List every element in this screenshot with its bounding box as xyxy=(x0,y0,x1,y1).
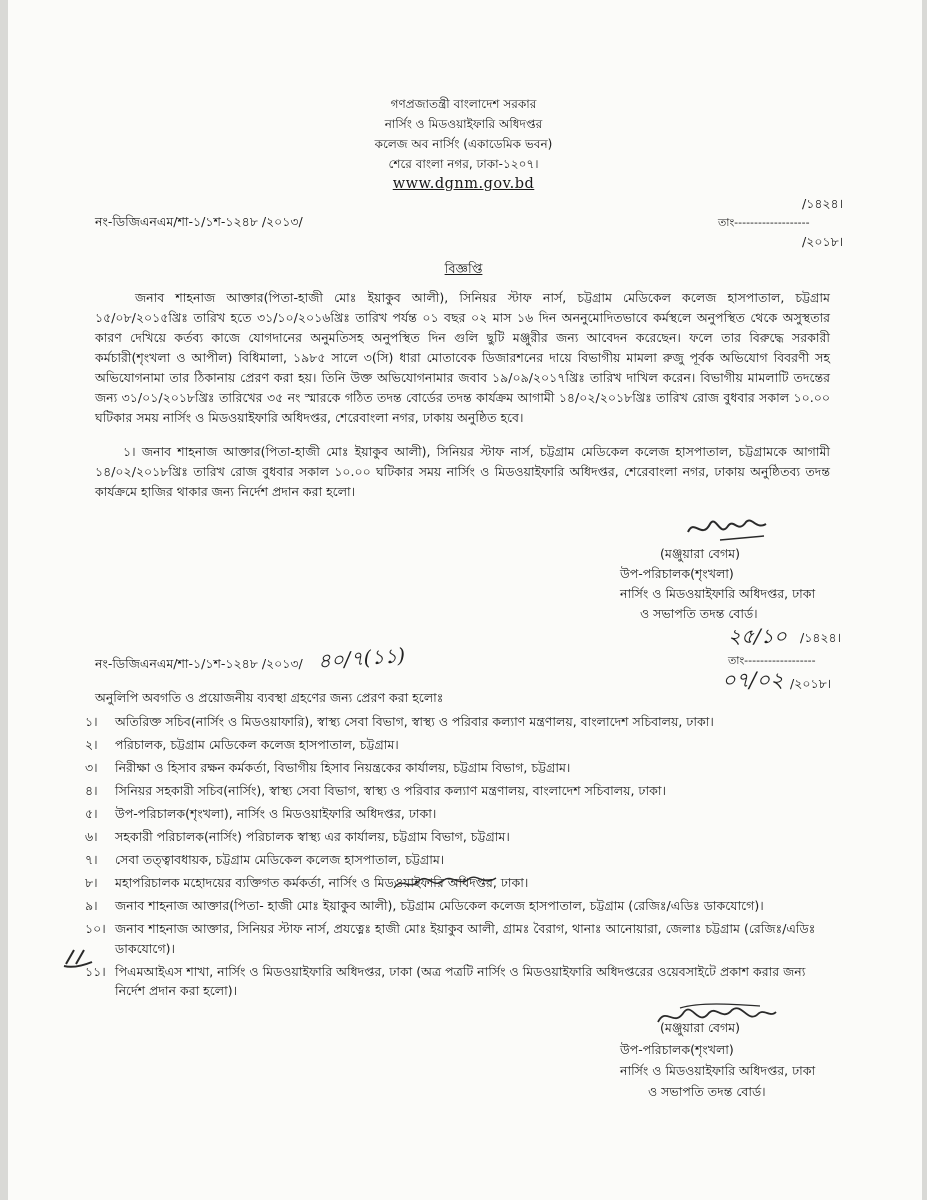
handwritten-date: ০৭/০২ xyxy=(722,668,784,692)
handwritten-number: ৪০/৭(১১) xyxy=(317,642,406,674)
recipient-number: ১০। xyxy=(85,921,106,936)
list-item xyxy=(85,781,835,801)
signatory-designation: উপ-পরিচালক(শৃংখলা) xyxy=(620,566,734,581)
recipient-number: ৮। xyxy=(85,875,98,890)
recipient-text: অতিরিক্ত সচিব(নার্সিং ও মিডওয়াফারি), স্বাস্থ্য সেবা বিভাগ, স্বাস্থ্য ও পরিবার কল্যাণ মন্ত্রণালয়, বাংলাদেশ সচিবালয়, ঢাকা। xyxy=(115,714,714,729)
recipient-text: মহাপরিচালক মহোদয়ের ব্যক্তিগত কর্মকর্তা, নার্সিং ও মিডওয়াইফারি অধিদপ্তর, ঢাকা। xyxy=(115,875,529,890)
recipient-number: ৭। xyxy=(85,852,98,867)
recipient-text: নিরীক্ষা ও হিসাব রক্ষন কর্মকর্তা, বিভাগীয় হিসাব নিয়ন্ত্রকের কার্যালয়, চট্টগ্রাম বিভাগ, চট্টগ্রাম। xyxy=(115,760,571,775)
signatory2-office: নার্সিং ও মিডওয়াইফারি অধিদপ্তর, ঢাকা xyxy=(620,1063,816,1078)
recipient-text: পিএমআইএস শাখা, নার্সিং ও মিডওয়াইফারি অধিদপ্তর, ঢাকা (অত্র পত্রটি নার্সিং ও মিডওয়াইফারি অধিদপ্তরের ওয়েবসাইটে প্রকাশ করার জন্য নির্দেশ প্রদান করা হলো)। xyxy=(115,963,806,998)
recipient-text: উপ-পরিচালক(শৃংখলা), নার্সিং ও মিডওয়াইফারি অধিদপ্তর, ঢাকা। xyxy=(115,806,437,821)
header-address: শেরে বাংলা নগর, ঢাকা-১২০৭। xyxy=(388,157,539,171)
header-directorate: নার্সিং ও মিডওয়াইফারি অধিদপ্তর xyxy=(384,117,543,131)
recipient-text: সেবা তত্ত্বাবধায়ক, চট্টগ্রাম মেডিকেল কলেজ হাসপাতাল, চট্টগ্রাম। xyxy=(115,852,445,867)
handwritten-mark-eleven xyxy=(60,944,96,970)
recipient-number: ৫। xyxy=(85,806,98,821)
recipient-number: ১। xyxy=(85,714,98,729)
recipient-text: সহকারী পরিচালক(নার্সিং) পরিচালক স্বাস্থ্য এর কার্যালয়, চট্টগ্রাম বিভাগ, চট্টগ্রাম। xyxy=(115,829,510,844)
signatory-role: ও সভাপতি তদন্ত বোর্ড। xyxy=(640,606,758,621)
recipient-number: ৬। xyxy=(85,829,98,844)
recipient-number: ৯। xyxy=(85,898,98,913)
signatory2-name: (মঞ্জুয়ারা বেগম) xyxy=(660,1020,740,1035)
memo-ref: নং-ডিজিএনএম/শা-১/১শ-১২৪৮ /২০১৩/ xyxy=(95,214,303,229)
signatory-name: (মঞ্জুয়ারা বেগম) xyxy=(660,546,740,561)
copy-bangla-year: /১৪২৪। xyxy=(800,630,842,645)
date-english-year: /২০১৮। xyxy=(802,234,844,249)
recipient-number: ৪। xyxy=(85,783,98,798)
copy-date-label: তাং------------------ xyxy=(728,654,816,667)
list-item xyxy=(85,804,835,824)
recipient-text: জনাব শাহনাজ আক্তার, সিনিয়র স্টাফ নার্স, প্রযত্নেঃ হাজী মোঃ ইয়াকুব আলী, গ্রামঃ বৈরাগ, থানাঃ আনোয়ারা, জেলাঃ চট্টগ্রাম (রেজিঃ/এডিঃ ডাকযোগে)। xyxy=(115,921,816,956)
list-item xyxy=(85,712,835,732)
body-paragraph: জনাব শাহনাজ আক্তার(পিতা-হাজী মোঃ ইয়াকুব আলী), সিনিয়র স্টাফ নার্স, চট্টগ্রাম মেডিকেল কলেজ হাসপাতাল, চট্টগ্রাম ১৫/০৮/২০১৫খ্রিঃ তারিখ হতে ৩১/১০/২০১৬খ্রিঃ তারিখ পর্যন্ত ০১ বছর ০২ মাস ১৬ দিন অননুমোদিতভাবে কর্মস্থলে অনুপস্থিত থেকে অসুস্থতার কারণ দেখিয়ে কর্তব্য কাজে যোগদানের অনুমতিসহ অনুপস্থিত দিন গুলি ছুটি মঞ্জুরীর জন্য আবেদন করেছেন। ফলে তার বিরুদ্ধে সরকারী কর্মচারী(শৃংখলা ও আপীল) বিধিমালা, ১৯৮৫ সালে ৩(সি) ধারা মোতাবেক ডিজারশনের দায়ে বিভাগীয় মামলা রুজু পূর্বক অভিযোগ বিবরণী সহ অভিযোগনামা তার ঠিকানায় প্রেরণ করা হয়। তিনি উক্ত অভিযোগনামার জবাব ১৯/০৯/২০১৭খ্রিঃ তারিখ দাখিল করেন। বিভাগীয় মামলাটি তদন্তের জন্য ৩১/০১/২০১৮খ্রিঃ তারিখের ৩৫ নং স্মারকে গঠিত তদন্ত বোর্ডের তদন্ত কার্যক্রম আগামী ১৪/০২/২০১৮খ্রিঃ তারিখ রোজ বুধবার সকাল ১০.০০ ঘটিকার সময় নার্সিং ও মিডওয়াইফারি অধিদপ্তর, শেরেবাংলা নগর, ঢাকায় অনুষ্ঠিত হবে। xyxy=(95,290,830,425)
list-item xyxy=(85,962,835,1001)
list-item xyxy=(85,919,835,958)
header-college: কলেজ অব নার্সিং (একাডেমিক ভবন) xyxy=(374,137,553,151)
signatory-office: নার্সিং ও মিডওয়াইফারি অধিদপ্তর, ঢাকা xyxy=(620,586,816,601)
recipient-number: ৩। xyxy=(85,760,98,775)
signatory2-designation: উপ-পরিচালক(শৃংখলা) xyxy=(620,1042,734,1057)
recipient-text: পরিচালক, চট্টগ্রাম মেডিকেল কলেজ হাসপাতাল, চট্টগ্রাম। xyxy=(115,737,399,752)
list-item xyxy=(85,896,835,916)
date-label: তাং------------------- xyxy=(718,216,810,229)
copy-intro: অনুলিপি অবগতি ও প্রয়োজনীয় ব্যবস্থা গ্রহণের জন্য প্রেরণ করা হলোঃ xyxy=(95,690,444,705)
signature-scribble-1 xyxy=(680,510,775,550)
handwritten-day: ২৫/১০ xyxy=(728,624,787,648)
header-govt: গণপ্রজাতন্ত্রী বাংলাদেশ সরকার xyxy=(390,97,537,111)
list-item xyxy=(85,827,835,847)
signatory2-role: ও সভাপতি তদন্ত বোর্ড। xyxy=(648,1084,766,1099)
recipient-list xyxy=(85,712,835,1004)
list-item xyxy=(85,758,835,778)
recipient-text: সিনিয়র সহকারী সচিব(নার্সিং), স্বাস্থ্য সেবা বিভাগ, স্বাস্থ্য ও পরিবার কল্যাণ মন্ত্রণালয়, বাংলাদেশ সচিবালয়, ঢাকা। xyxy=(115,783,666,798)
copy-english-year: /২০১৮। xyxy=(790,676,832,691)
notice-title: বিজ্ঞপ্তি xyxy=(444,262,483,277)
directive-paragraph: ১। জনাব শাহনাজ আক্তার(পিতা-হাজী মোঃ ইয়াকুব আলী), সিনিয়র স্টাফ নার্স, চট্টগ্রাম মেডিকেল কলেজ হাসপাতাল, চট্টগ্রামকে আগামী ১৪/০২/২০১৮খ্রিঃ তারিখ রোজ বুধবার সকাল ১০.০০ ঘটিকার সময় নার্সিং ও মিডওয়াইফারি অধিদপ্তর, শেরেবাংলা নগর, ঢাকায় অনুষ্ঠিতব্য তদন্ত কার্যক্রমে হাজির থাকার জন্য নির্দেশ প্রদান করা হলো। xyxy=(95,444,830,499)
list-item xyxy=(85,850,835,870)
handwritten-scribble-list xyxy=(390,872,500,896)
website-link[interactable]: www.dgnm.gov.bd xyxy=(392,176,535,192)
recipient-number: ২। xyxy=(85,737,98,752)
copy-memo-ref: নং-ডিজিএনএম/শা-১/১শ-১২৪৮ /২০১৩/ xyxy=(95,656,303,671)
recipient-number: ১১। xyxy=(85,963,106,979)
list-item xyxy=(85,735,835,755)
date-bangla-year: /১৪২৪। xyxy=(802,196,844,211)
recipient-text: জনাব শাহনাজ আক্তার(পিতা- হাজী মোঃ ইয়াকুব আলী), চট্টগ্রাম মেডিকেল কলেজ হাসপাতাল, চট্টগ্রাম (রেজিঃ/এডিঃ ডাকযোগে)। xyxy=(115,898,764,913)
